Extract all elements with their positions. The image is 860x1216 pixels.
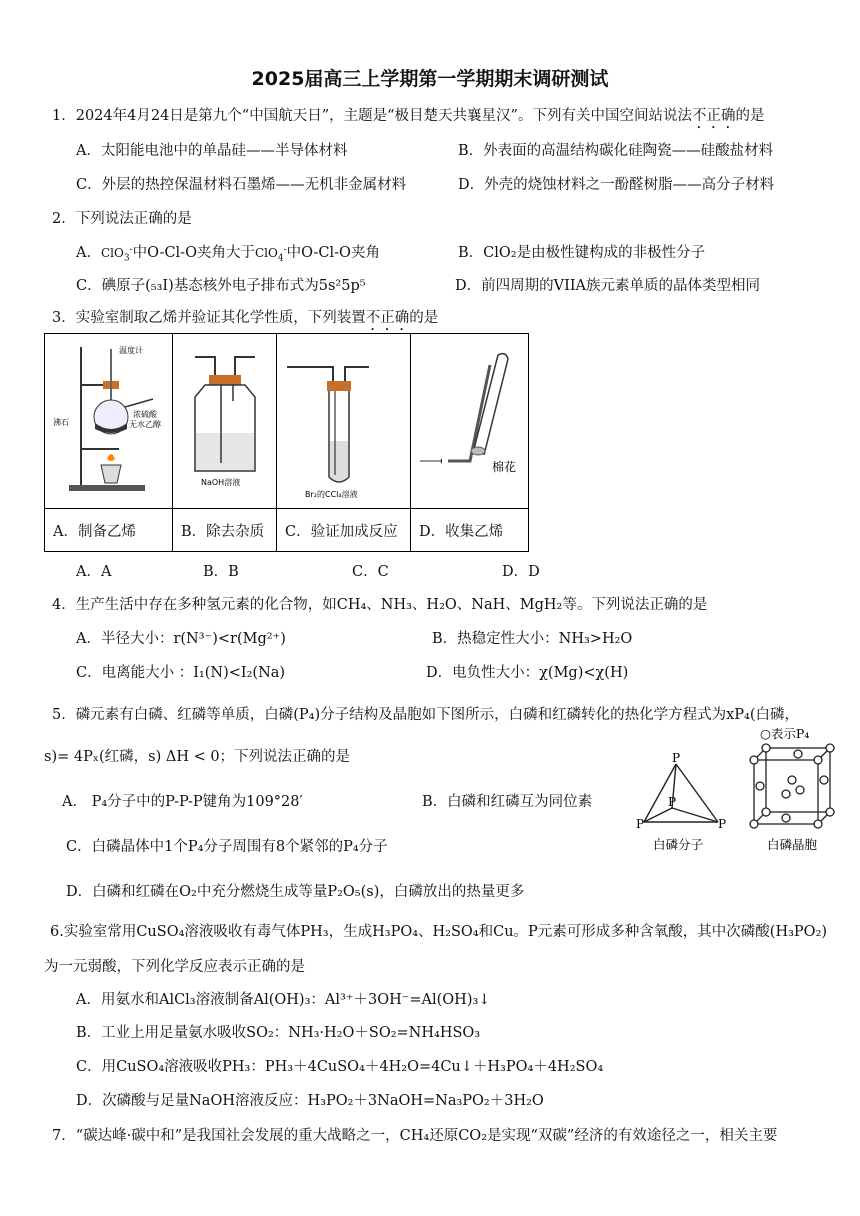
question-6-option-b: B．工业上用足量氨水吸收SO₂：NH₃·H₂O＋SO₂=NH₄HSO₃ [76,1025,481,1041]
crystal-cell-diagram [750,744,834,828]
question-5-option-c: C．白磷晶体中1个P₄分子周围有8个紧邻的P₄分子 [66,839,388,855]
question-4-option-d: D．电负性大小：χ(Mg)<χ(H) [426,665,629,681]
table-cell-d: D．收集乙烯 [411,509,529,552]
question-6-stem-line-1: 6.实验室常用CuSO₄溶液吸收有毒气体PH₃，生成H₃PO₄、H₂SO₄和Cu。P元素可形成多种含氧酸，其中次磷酸(H₃PO₂) [50,924,828,940]
question-3-option-a: A．A [76,564,112,580]
question-5-option-a: A． P₄分子中的P-P-P键角为109°28′ [62,794,303,810]
table-cell-b: B．除去杂质 [173,509,277,552]
cotton-label: 棉花 [491,460,516,474]
question-2-option-a: A．ClO$_3$-中O-Cl-O夹角大于ClO$_4$-中O-Cl-O夹角 [76,245,380,264]
question-1-option-a: A．太阳能电池中的单晶硅——半导体材料 [76,143,348,159]
atom-label-left: P [635,817,645,831]
white-phosphorus-figure [630,728,852,856]
bromine-label: Br₂的CCl₄溶液 [304,490,358,499]
table-cell-a: A．制备乙烯 [45,509,173,552]
atom-label-top: P [671,751,681,765]
question-4-option-b: B．热稳定性大小：NH₃>H₂O [432,631,633,647]
thermometer-label: 温度计 [118,346,143,355]
chlorate-ion: ClO$_3$- [100,245,133,264]
question-6-option-a: A．用氨水和AlCl₃溶液制备Al(OH)₃：Al³⁺＋3OH⁻=Al(OH)₃↓ [76,992,491,1008]
question-5-option-b: B．白磷和红磷互为同位素 [422,794,593,810]
question-1-stem: 1．2024年4月24日是第九个“中国航天日”，主题是“极目楚天共襄星汉”。下列有关中国空间站说法不正确的是 [52,108,765,124]
question-6-option-d: D．次磷酸与足量NaOH溶液反应：H₃PO₂＋3NaOH=Na₃PO₂＋3H₂O [76,1093,544,1109]
question-1-option-d: D．外壳的烧蚀材料之一酚醛树脂——高分子材料 [458,177,775,193]
question-7-stem: 7．“碳达峰·碳中和”是我国社会发展的重大战略之一，CH₄还原CO₂是实现“双碳”经济的有效途径之一，相关主要 [52,1128,778,1144]
apparatus-c-figure [277,334,411,509]
atom-label-right: P [717,817,727,831]
question-5-stem-line-2: s)= 4Pₓ(红磷，s) ΔH < 0；下列说法正确的是 [44,749,351,765]
question-6-stem-line-2: 为一元弱酸，下列化学反应表示正确的是 [44,959,305,975]
question-3-option-c: C．C [352,564,389,580]
question-2-option-c: C．碘原子(₅₃I)基态核外电子排布式为5s²5p⁵ [76,278,366,294]
reagent-label-1: 浓硫酸 [132,410,157,419]
apparatus-b-figure [173,334,277,509]
question-5-option-d: D．白磷和红磷在O₂中充分燃烧生成等量P₂O₅(s)，白磷放出的热量更多 [66,884,525,900]
question-4-stem: 4．生产生活中存在多种氢元素的化合物，如CH₄、NH₃、H₂O、NaH、MgH₂等。下列说法正确的是 [52,597,708,613]
question-4-option-c: C．电离能大小 ：I₁(N)<I₂(Na) [76,665,286,681]
molecule-caption: 白磷分子 [652,837,704,852]
boiling-chip-label: 沸石 [52,418,69,427]
question-4-option-a: A．半径大小：r(N³⁻)<r(Mg²⁺) [76,631,286,647]
question-2-stem: 2．下列说法正确的是 [52,211,192,227]
question-2-option-d: D．前四周期的VIIA族元素单质的晶体类型相同 [455,278,761,294]
question-3-option-b: B．B [203,564,239,580]
question-6-option-c: C．用CuSO₄溶液吸收PH₃：PH₃＋4CuSO₄＋4H₂O=4Cu↓＋H₃PO₄＋4H₂SO₄ [76,1059,604,1075]
atom-label-center: P [667,795,677,809]
question-1-option-c: C．外层的热控保温材料石墨烯——无机非金属材料 [76,177,407,193]
naoh-label: NaOH溶液 [200,478,240,487]
page-title: 2025届高三上学期第一学期期末调研测试 [251,68,609,90]
question-1-option-b: B．外表面的高温结构碳化硅陶瓷——硅酸盐材料 [458,143,774,159]
legend-label: ○表示P₄ [760,728,810,741]
perchlorate-ion: ClO$_4$- [254,245,287,264]
p4-molecule-diagram [636,751,726,852]
cell-caption: 白磷晶胞 [766,837,818,852]
question-3-stem: 3．实验室制取乙烯并验证其化学性质，下列装置不正确的是 [52,310,439,326]
question-3-option-d: D．D [502,564,540,580]
table-cell-c: C．验证加成反应 [277,509,411,552]
apparatus-a-figure [45,334,173,509]
question-5-stem-line-1: 5．磷元素有白磷、红磷等单质，白磷(P₄)分子结构及晶胞如下图所示，白磷和红磷转化的热化学方程式为xP₄(白磷， [52,707,800,723]
apparatus-table [44,333,529,552]
reagent-label-2: 无水乙醇 [128,420,161,429]
apparatus-d-figure [411,334,529,509]
question-2-option-b: B．ClO₂是由极性键构成的非极性分子 [458,245,706,261]
